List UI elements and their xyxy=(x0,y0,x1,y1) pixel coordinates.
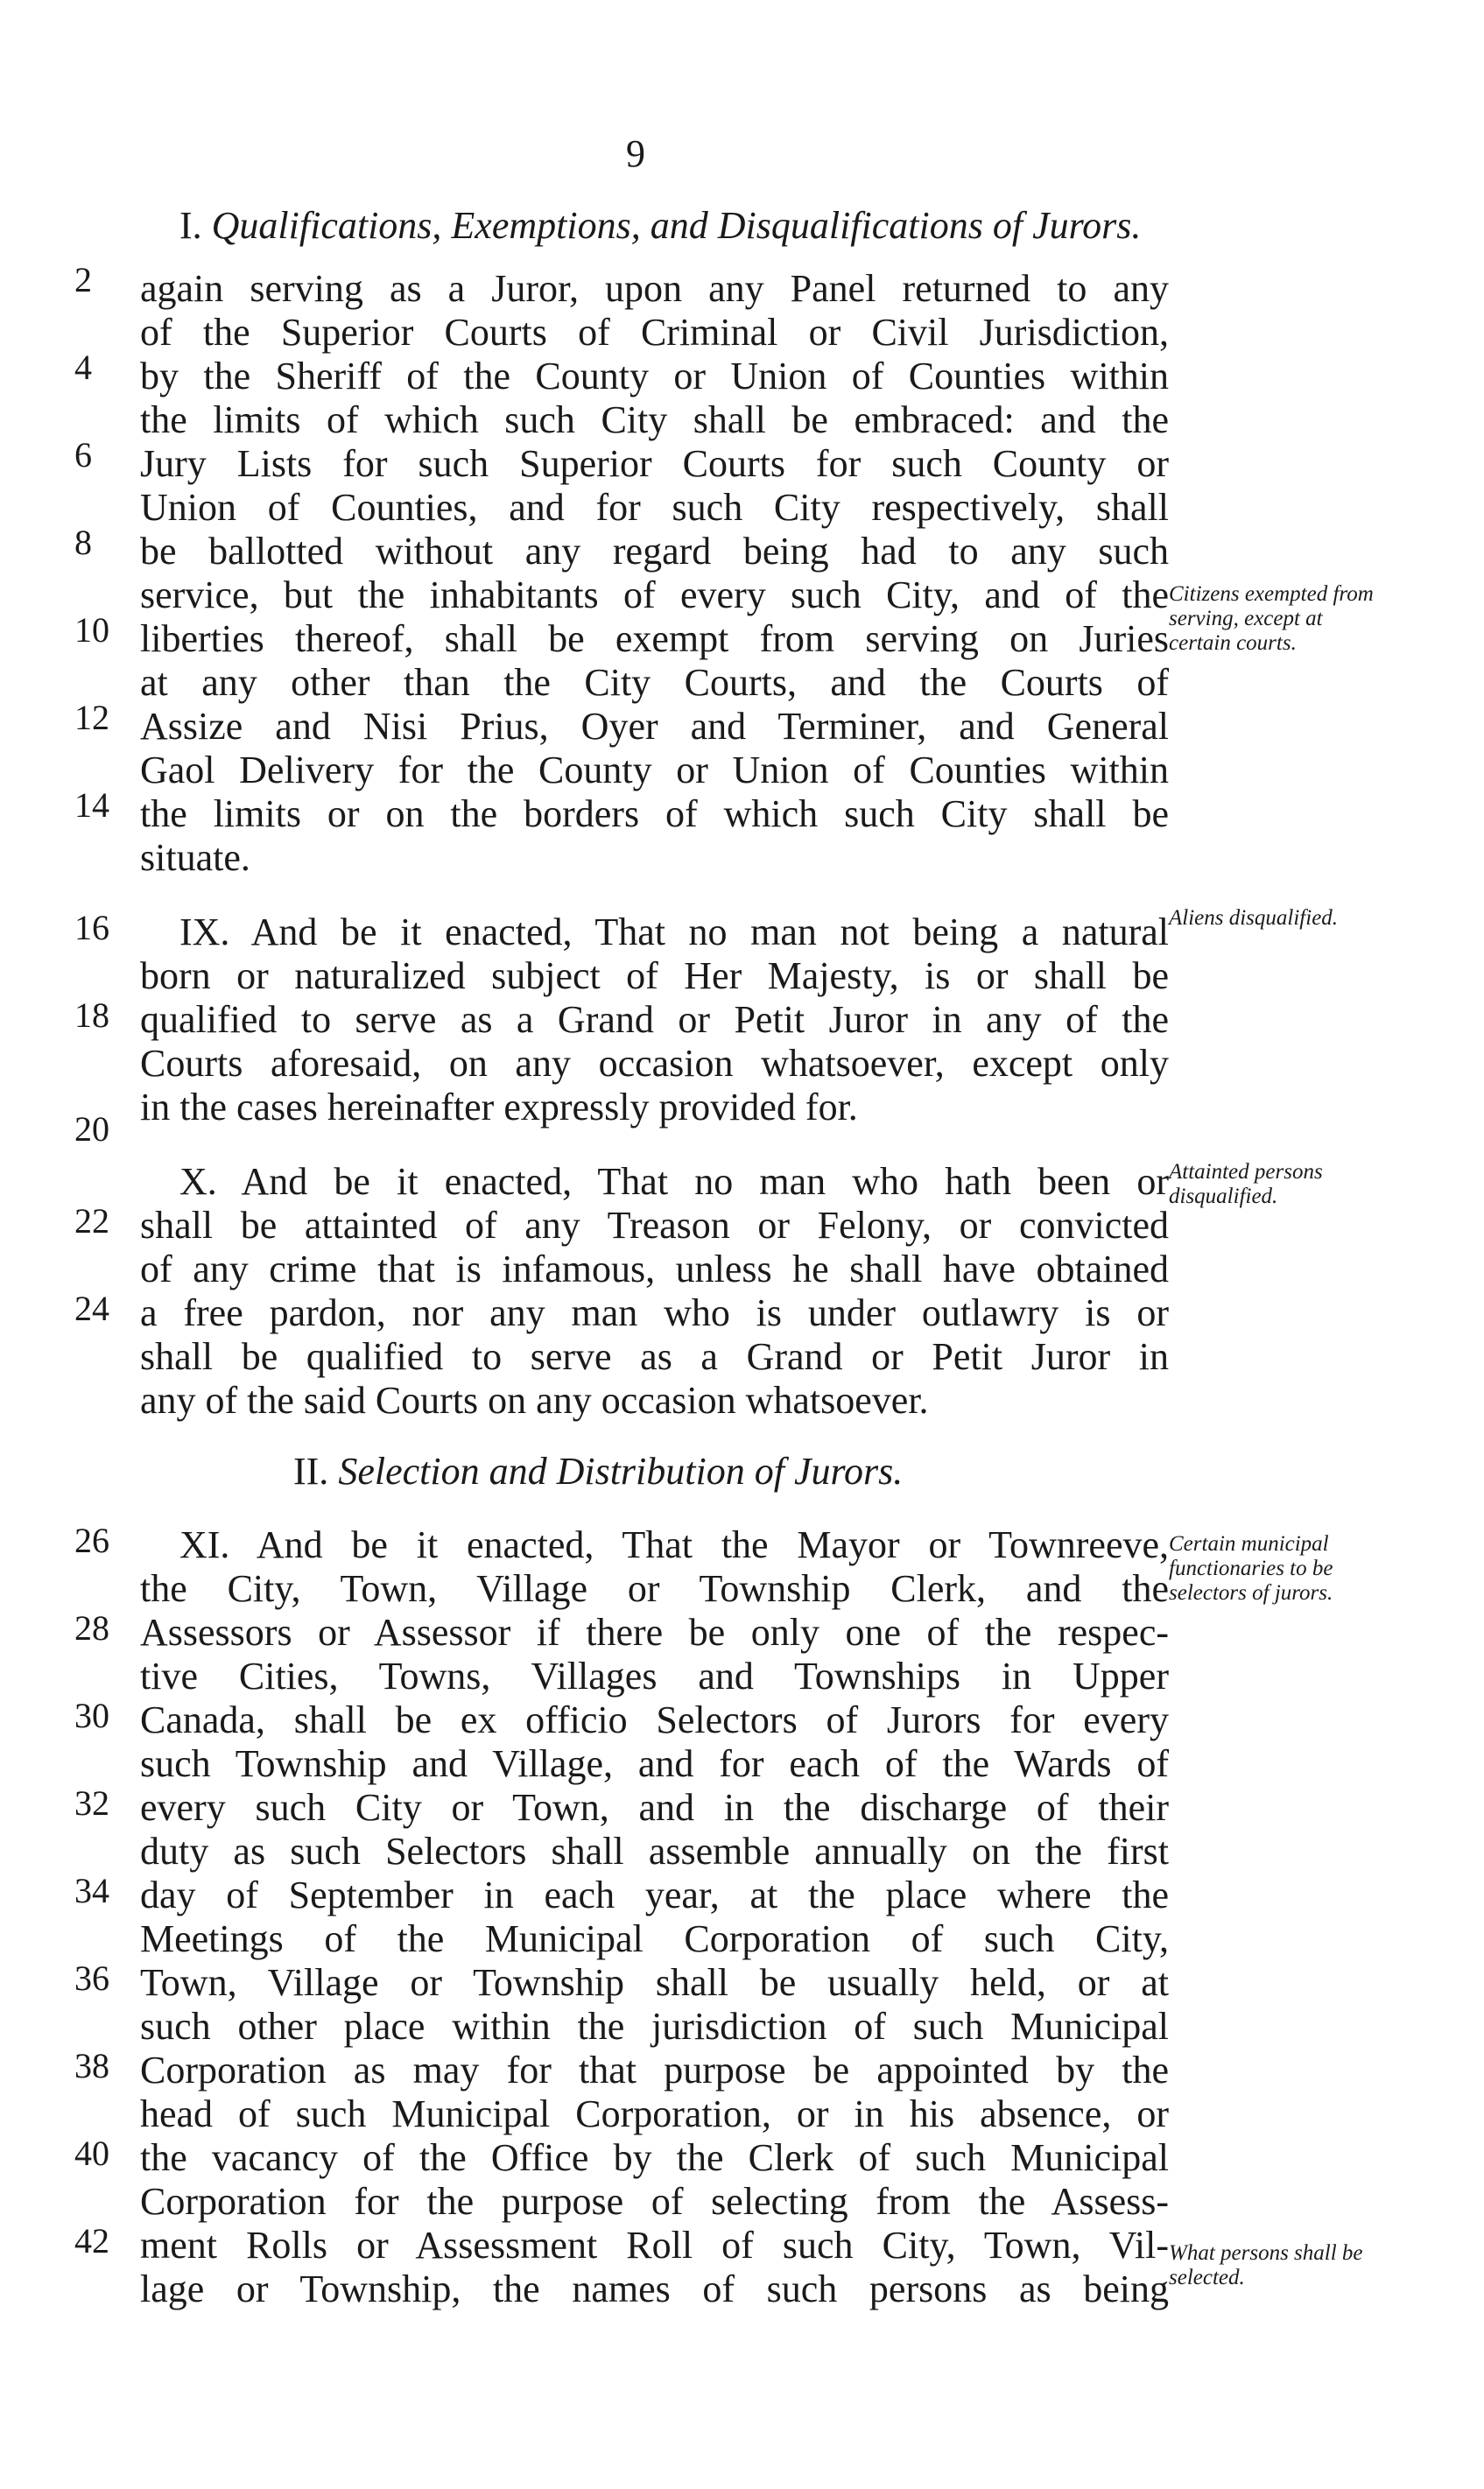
section-heading-numeral: II. xyxy=(293,1450,329,1493)
line-number: 20 xyxy=(74,1109,109,1149)
line-number: 28 xyxy=(74,1608,109,1648)
running-head-title: Qualifications, Exemptions, and Disqualifications of Jurors. xyxy=(211,204,1142,247)
line-number: 36 xyxy=(74,1958,109,1998)
running-head-numeral: I. xyxy=(179,204,202,247)
line-number: 26 xyxy=(74,1521,109,1560)
running-head xyxy=(179,203,1141,248)
line-number: 4 xyxy=(74,348,92,387)
margin-note: Aliens disqualified. xyxy=(1169,906,1339,930)
margin-note: Citizens exempted from serving, except at certain courts. xyxy=(1169,582,1374,655)
line-number: 22 xyxy=(74,1201,109,1241)
section-heading-title: Selection and Distribution of Jurors. xyxy=(338,1450,904,1493)
section-heading xyxy=(293,1449,903,1494)
margin-note: Certain municipal functionaries to be selectors of jurors. xyxy=(1169,1532,1333,1605)
line-number: 34 xyxy=(74,1871,109,1910)
line-number: 42 xyxy=(74,2221,109,2260)
line-number: 6 xyxy=(74,435,92,475)
line-number: 8 xyxy=(74,523,92,562)
margin-note: What persons shall be selected. xyxy=(1169,2241,1363,2289)
line-number: 12 xyxy=(74,698,109,737)
line-number: 18 xyxy=(74,995,109,1035)
line-number: 14 xyxy=(74,785,109,825)
line-number: 24 xyxy=(74,1289,109,1328)
margin-note: Attainted persons disqualified. xyxy=(1169,1160,1323,1208)
line-number: 38 xyxy=(74,2046,109,2085)
line-number: 10 xyxy=(74,610,109,650)
line-number: 2 xyxy=(74,260,92,299)
page-number: 9 xyxy=(626,132,645,175)
line-number: 30 xyxy=(74,1696,109,1735)
line-number: 32 xyxy=(74,1783,109,1823)
line-number: 16 xyxy=(74,908,109,947)
line-number: 40 xyxy=(74,2134,109,2173)
